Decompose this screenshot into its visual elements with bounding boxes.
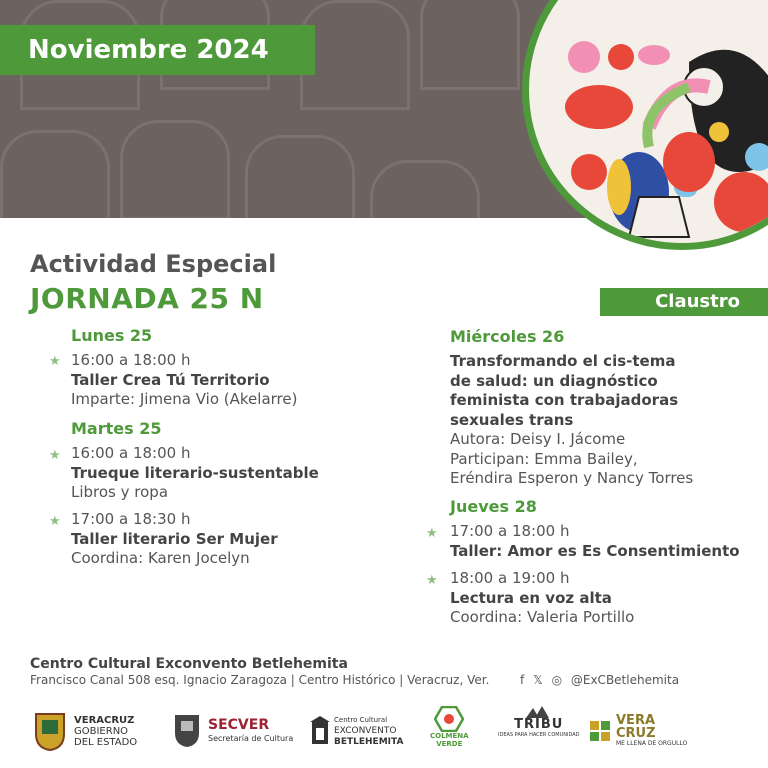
event-detail: Coordina: Valeria Portillo: [450, 608, 635, 626]
venue-name: Centro Cultural Exconvento Betlehemita: [30, 656, 348, 672]
event-time: 18:00 a 19:00 h: [450, 569, 570, 587]
event-title-line: feminista con trabajadoras: [450, 391, 679, 409]
event-detail-line: Eréndira Esperon y Nancy Torres: [450, 469, 694, 487]
event-detail-line: Participan: Emma Bailey,: [450, 449, 638, 468]
logo-text: Centro Cultural: [334, 715, 388, 724]
event-item: [450, 569, 634, 628]
colmena-verde-logo: [430, 706, 469, 756]
veracruz-gobierno-logo: [32, 706, 137, 756]
exconvento-logo: [310, 706, 403, 756]
arch-decoration: [245, 135, 355, 218]
event-title: Taller Crea Tú Territorio: [71, 370, 270, 389]
tribu-logo: [498, 706, 580, 756]
event-time: 16:00 a 18:00 h: [71, 444, 191, 462]
arch-decoration: [300, 0, 410, 110]
logo-text: Secretaría de Cultura: [208, 734, 294, 743]
venue-badge: Claustro: [600, 288, 768, 316]
instagram-icon[interactable]: ◎: [551, 673, 563, 687]
logo-text: SECVER: [208, 717, 270, 733]
coat-of-arms-icon: [32, 710, 68, 752]
event-item: [71, 351, 297, 410]
logo-text: TRIBU: [514, 717, 564, 732]
building-icon: [310, 716, 330, 746]
star-icon: ★: [49, 354, 61, 369]
logo-text: VERDE: [436, 740, 463, 748]
event-title: Lectura en voz alta: [450, 588, 612, 607]
facebook-icon[interactable]: f: [520, 673, 525, 687]
subtitle: Actividad Especial: [30, 250, 277, 278]
secver-logo: [172, 706, 293, 756]
event-detail-line: Autora: Deisy I. Jácome: [450, 430, 626, 448]
event-title-line: de salud: un diagnóstico: [450, 371, 658, 390]
arch-decoration: [120, 120, 230, 218]
event-title-line: Transformando el cis-tema: [450, 352, 676, 370]
day-heading: Jueves 28: [450, 497, 537, 516]
social-links: [520, 673, 684, 687]
logo-text: COLMENA: [430, 732, 469, 740]
arch-decoration: [420, 0, 520, 90]
day-heading: Miércoles 26: [450, 327, 565, 346]
day-heading: Lunes 25: [71, 326, 153, 345]
page-title: JORNADA 25 N: [30, 282, 264, 315]
coat-of-arms-icon: [172, 711, 202, 751]
venue-address: Francisco Canal 508 esq. Ignacio Zaragoza | Centro Histórico | Veracruz, Ver.: [30, 673, 490, 687]
day-heading: Martes 25: [71, 419, 162, 438]
logo-text: GOBIERNO: [74, 725, 129, 737]
sponsor-logos: [0, 706, 768, 762]
logo-text: VERACRUZ: [74, 714, 135, 726]
month-banner: Noviembre 2024: [0, 25, 315, 75]
event-detail: Imparte: Jimena Vio (Akelarre): [71, 390, 298, 408]
arch-decoration: [370, 160, 480, 218]
event-title: Taller: Amor es Es Consentimiento: [450, 541, 740, 560]
event-time: 17:00 a 18:30 h: [71, 510, 191, 528]
logo-text: BETLEHEMITA: [334, 736, 404, 747]
veracruz-brand-logo: [588, 706, 687, 756]
event-time: 17:00 a 18:00 h: [450, 522, 570, 540]
logo-text: ME LLENA DE ORGULLO: [616, 740, 688, 747]
hexagon-icon: [434, 706, 464, 732]
star-icon: ★: [426, 573, 438, 588]
arch-decoration: [0, 130, 110, 218]
star-icon: ★: [49, 448, 61, 463]
star-icon: ★: [426, 526, 438, 541]
event-item: [450, 352, 693, 489]
x-icon[interactable]: 𝕏: [533, 673, 543, 687]
social-handle[interactable]: @ExCBetlehemita: [570, 673, 680, 687]
event-title: Taller literario Ser Mujer: [71, 529, 278, 548]
event-item: [450, 522, 740, 561]
logo-text: DEL ESTADO: [74, 736, 138, 748]
event-detail: Libros y ropa: [71, 483, 169, 501]
event-time: 16:00 a 18:00 h: [71, 351, 191, 369]
star-icon: ★: [49, 514, 61, 529]
logo-text: IDEAS PARA HACER COMUNIDAD: [498, 732, 580, 738]
event-item: [71, 444, 319, 503]
event-title: Trueque literario-sustentable: [71, 463, 319, 482]
logo-text: VERA: [616, 713, 656, 728]
event-item: [71, 510, 278, 569]
logo-text: CRUZ: [616, 726, 656, 741]
pattern-icon: [588, 719, 612, 743]
event-title-line: sexuales trans: [450, 410, 574, 429]
logo-text: EXCONVENTO: [334, 725, 397, 736]
event-detail: Coordina: Karen Jocelyn: [71, 549, 250, 567]
